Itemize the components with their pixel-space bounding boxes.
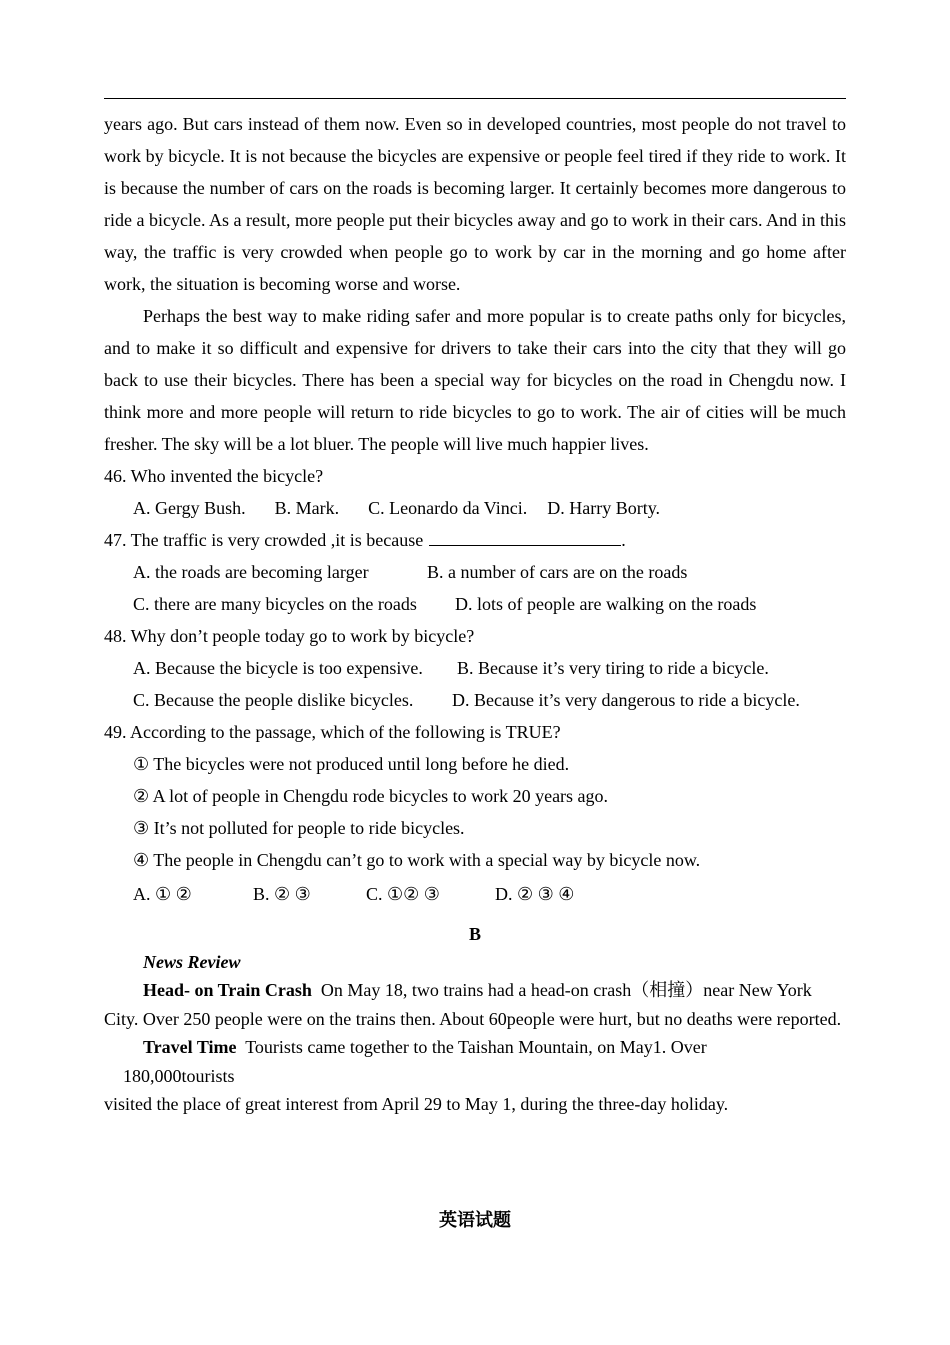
question-46-stem: 46. Who invented the bicycle? (104, 466, 324, 486)
option-a: A. ① ② (133, 884, 192, 904)
option-a: A. Gergy Bush. (133, 498, 246, 518)
statement-3: ③ It’s not polluted for people to ride bicycles. (133, 818, 465, 838)
statement-2: ② A lot of people in Chengdu rode bicycles to work 20 years ago. (133, 786, 609, 806)
question-47-stem: 47. The traffic is very crowded ,it is because (104, 530, 424, 550)
question-46-options (133, 492, 846, 524)
news-item-train-crash (104, 976, 846, 1033)
question-47-options-row-2 (133, 588, 846, 620)
option-d: D. Harry Borty. (547, 498, 661, 518)
news-text: Tourists came together to the Taishan Mountain, on May1. Over (245, 1037, 707, 1057)
question-47 (104, 524, 846, 556)
news-item-travel-time (104, 1033, 846, 1062)
question-48-options-row-2 (133, 684, 846, 716)
option-b: B. Mark. (274, 498, 340, 518)
statement-1: ① The bicycles were not produced until long before he died. (133, 754, 570, 774)
news-text-continued: 180,000tourists (123, 1065, 235, 1086)
page-content (104, 108, 846, 1119)
news-heading: Travel Time (143, 1037, 237, 1057)
statement-4: ④ The people in Chengdu can’t go to work with a special way by bicycle now. (133, 850, 701, 870)
question-48-stem: 48. Why don’t people today go to work by bicycle? (104, 626, 475, 646)
option-c: C. Leonardo da Vinci. (368, 498, 528, 518)
question-49-options (133, 876, 846, 912)
section-b-label: B (468, 924, 481, 944)
option-d: D. lots of people are walking on the roads (455, 594, 757, 614)
news-text: On May 18, two trains had a head-on crash（相撞）near New York City. Over 250 people were on the trains then. About 60people were hurt, but no deaths were reported. (104, 980, 842, 1029)
answer-blank (429, 529, 621, 546)
option-b: B. ② ③ (253, 884, 311, 904)
header-rule (104, 98, 846, 99)
question-49-stem: 49. According to the passage, which of the following is TRUE? (104, 722, 561, 742)
page-footer: 英语试题 (439, 1210, 511, 1231)
option-b: B. Because it’s very tiring to ride a bicycle. (457, 658, 769, 678)
option-a: A. Because the bicycle is too expensive. (133, 658, 423, 678)
passage-paragraph-2: Perhaps the best way to make riding safer and more popular is to create paths only for bicycles, and to make it so difficult and expensive for drivers to take their cars into the city that they will go back to use their bicycles. There has been a special way for bicycles on the road in Chengdu now. I think more and more people will return to ride bicycles to go to work. The air of cities will be much fresher. The sky will be a lot bluer. The people will live much happier lives. (104, 306, 846, 454)
news-heading: Head- on Train Crash (143, 980, 312, 1000)
question-48-options-row-1 (133, 652, 846, 684)
option-c: C. Because the people dislike bicycles. (133, 690, 414, 710)
news-review-title: News Review (143, 952, 241, 972)
question-47-end: . (621, 530, 626, 550)
option-b: B. a number of cars are on the roads (427, 562, 688, 582)
option-c: C. there are many bicycles on the roads (133, 594, 417, 614)
question-47-options-row-1 (133, 556, 846, 588)
option-c: C. ①② ③ (366, 884, 440, 904)
news-text-continued: visited the place of great interest from April 29 to May 1, during the three-day holiday. (104, 1094, 729, 1114)
passage-paragraph-1: years ago. But cars instead of them now. Even so in developed countries, most people do not travel to work by bicycle. It is not because the bicycles are expensive or people feel tired if they ride to work. It is because the number of cars on the roads is becoming larger. It certainly becomes more dangerous to ride a bicycle. As a result, more people put their bicycles away and go to work in their cars. And in this way, the traffic is very crowded when people go to work by car in the morning and go home after work, the situation is becoming worse and worse. (104, 114, 846, 294)
option-a: A. the roads are becoming larger (133, 562, 369, 582)
option-d: D. ② ③ ④ (495, 884, 575, 904)
option-d: D. Because it’s very dangerous to ride a bicycle. (452, 690, 800, 710)
